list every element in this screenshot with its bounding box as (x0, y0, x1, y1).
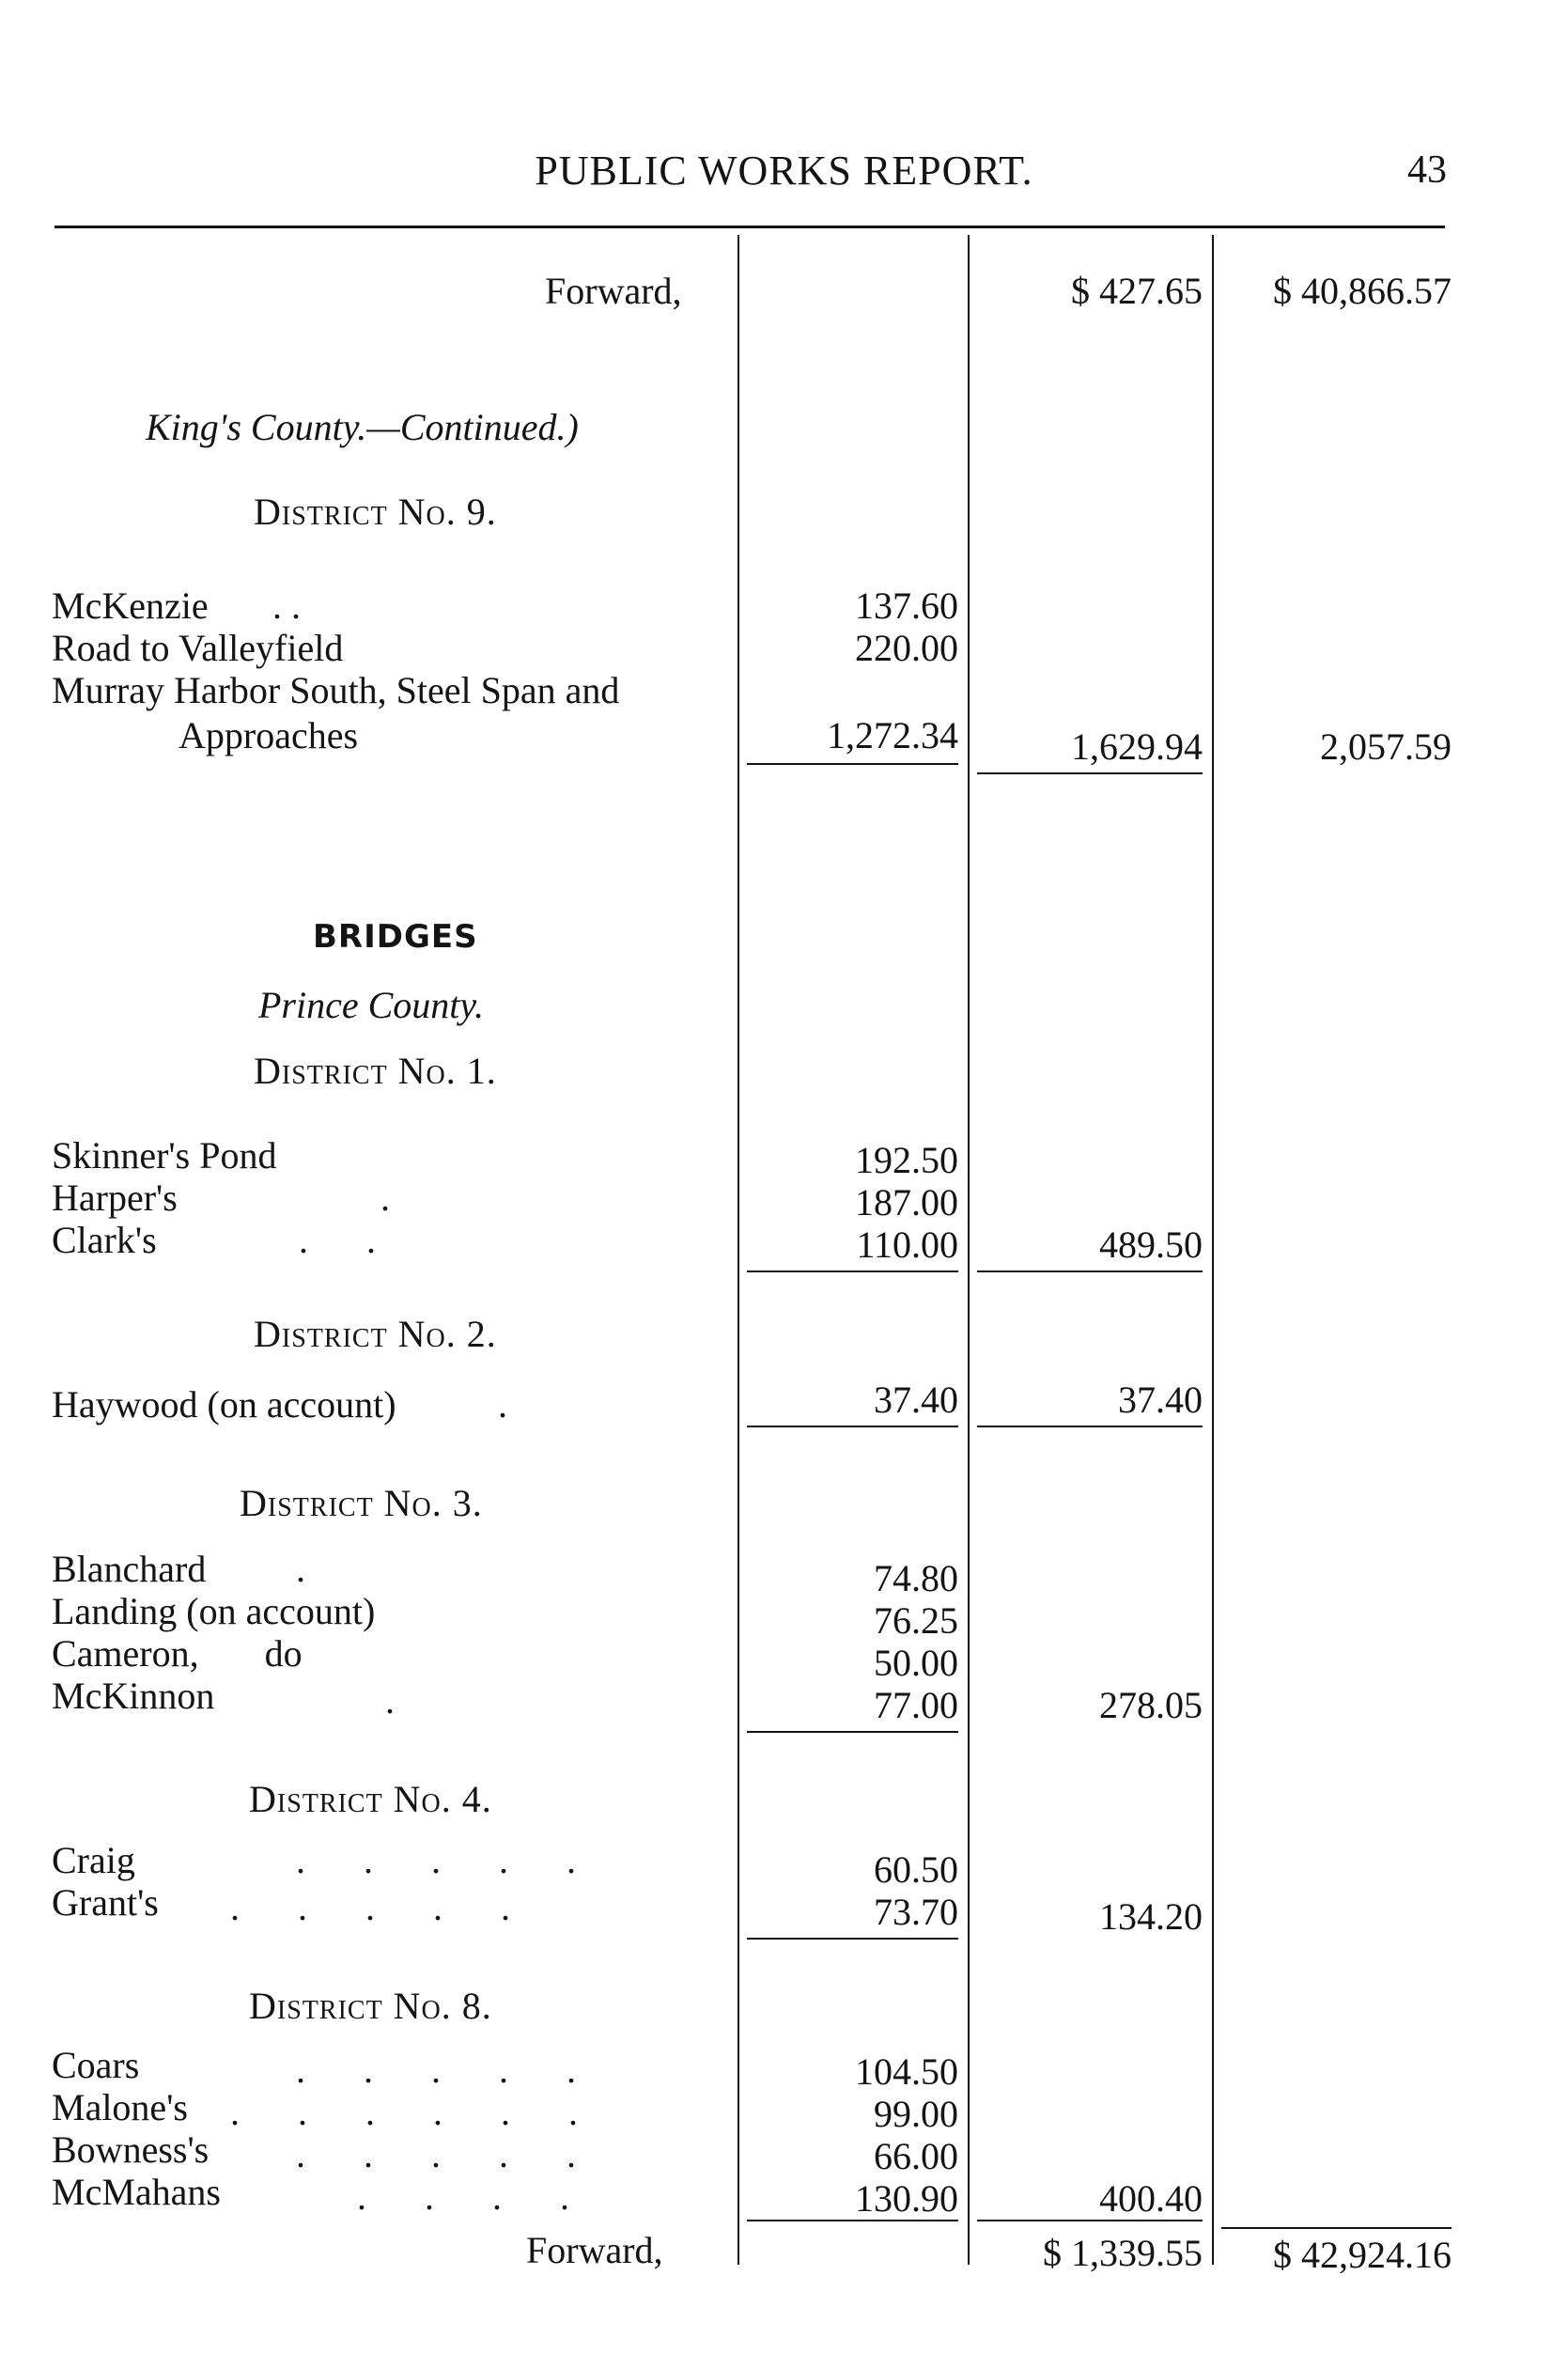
row-amount: 1,272.34 (827, 714, 958, 756)
row-amount: 50.00 (874, 1642, 958, 1684)
district-subtotal: 134.20 (1099, 1895, 1203, 1938)
subtotal-rule (747, 2220, 958, 2221)
row-label: McMahans (52, 2171, 221, 2213)
district-heading: District No. 1. (254, 1050, 497, 1092)
row-label: Road to Valleyfield (52, 627, 344, 669)
page-title: PUBLIC WORKS REPORT. (535, 148, 1033, 194)
district-heading: District No. 9. (254, 491, 497, 533)
row-amount: 137.60 (855, 584, 958, 627)
row-dots: . (380, 1177, 390, 1219)
row-amount: 99.00 (874, 2093, 958, 2135)
district-subtotal: 400.40 (1099, 2177, 1203, 2220)
subtotal-rule (747, 1938, 958, 1940)
row-dots: . . . . (357, 2175, 594, 2218)
row-dots: . . . . . (230, 1886, 535, 1928)
row-amount: 187.00 (855, 1181, 958, 1223)
row-dots: . (385, 1679, 395, 1722)
page-number: 43 (1407, 148, 1447, 192)
row-amount: 60.50 (874, 1848, 958, 1891)
row-label: McKinnon (52, 1675, 215, 1717)
row-label: Landing (on account) (52, 1590, 376, 1632)
row-amount: 130.90 (855, 2177, 958, 2220)
bridges-heading: BRIDGES (313, 918, 478, 956)
district-subtotal: 1,629.94 (1071, 725, 1203, 768)
forward-label-top: Forward, (545, 270, 682, 312)
district-heading: District No. 2. (254, 1313, 497, 1355)
row-label: McKenzie (52, 584, 209, 627)
row-label: Haywood (on account) (52, 1383, 396, 1426)
forward-col3-top: $ 40,866.57 (1273, 270, 1452, 312)
row-dots: . (498, 1383, 507, 1426)
row-amount: 110.00 (856, 1223, 958, 1266)
column-rule-3 (1212, 235, 1214, 2265)
row-label: Coars (52, 2044, 140, 2086)
subtotal-rule (747, 1270, 958, 1272)
row-label: Approaches (179, 714, 359, 756)
row-amount: 192.50 (855, 1139, 958, 1181)
forward-col2-bottom: $ 1,339.55 (1043, 2232, 1203, 2274)
section-heading-kings-county: King's County.—Continued.) (146, 406, 579, 448)
column-rule-1 (737, 235, 739, 2265)
subtotal-rule (747, 1731, 958, 1733)
row-label: Malone's (52, 2086, 188, 2128)
district-heading: District No. 4. (249, 1778, 492, 1820)
district-subtotal: 489.50 (1099, 1223, 1203, 1266)
district-subtotal: 278.05 (1099, 1684, 1203, 1726)
row-label: Cameron, do (52, 1632, 303, 1675)
district-heading: District No. 8. (249, 1985, 492, 2027)
row-amount: 77.00 (874, 1684, 958, 1726)
forward-label-bottom: Forward, (526, 2229, 663, 2271)
row-dots: . . (299, 1219, 400, 1261)
row-label: Grant's (52, 1881, 159, 1924)
row-dots: . . . . . (296, 2133, 600, 2175)
row-amount: 37.40 (874, 1379, 958, 1421)
header-rule (54, 226, 1445, 228)
subtotal-rule (747, 1426, 958, 1427)
row-dots: . . . . . . (230, 2091, 602, 2133)
row-label: Harper's (52, 1177, 178, 1219)
row-dots: . . (272, 584, 301, 627)
subtotal-rule (977, 772, 1203, 774)
section-total: 2,057.59 (1320, 725, 1452, 768)
forward-col2-top: $ 427.65 (1071, 270, 1203, 312)
subtotal-rule (977, 2220, 1203, 2221)
county-heading: Prince County. (258, 984, 484, 1026)
subtotal-rule (977, 1426, 1203, 1427)
row-label: Blanchard (52, 1548, 207, 1590)
district-subtotal: 37.40 (1118, 1379, 1203, 1421)
row-amount: 66.00 (874, 2135, 958, 2177)
district-heading: District No. 3. (240, 1482, 483, 1524)
row-amount: 76.25 (874, 1599, 958, 1642)
row-amount: 220.00 (855, 627, 958, 669)
row-label: Craig (52, 1839, 135, 1881)
row-amount: 73.70 (874, 1891, 958, 1933)
subtotal-rule (1221, 2227, 1452, 2229)
row-dots: . (296, 1548, 305, 1590)
row-label: Murray Harbor South, Steel Span and (52, 669, 620, 711)
row-label: Bowness's (52, 2128, 210, 2171)
row-amount: 74.80 (874, 1557, 958, 1599)
row-amount: 104.50 (855, 2050, 958, 2093)
subtotal-rule (747, 763, 958, 765)
forward-col3-bottom: $ 42,924.16 (1273, 2234, 1452, 2276)
column-rule-2 (968, 235, 970, 2265)
row-label: Skinner's Pond (52, 1134, 277, 1177)
row-dots: . . . . . (296, 1839, 600, 1881)
row-label: Clark's (52, 1219, 157, 1261)
row-dots: . . . . . (296, 2049, 600, 2091)
subtotal-rule (977, 1270, 1203, 1272)
